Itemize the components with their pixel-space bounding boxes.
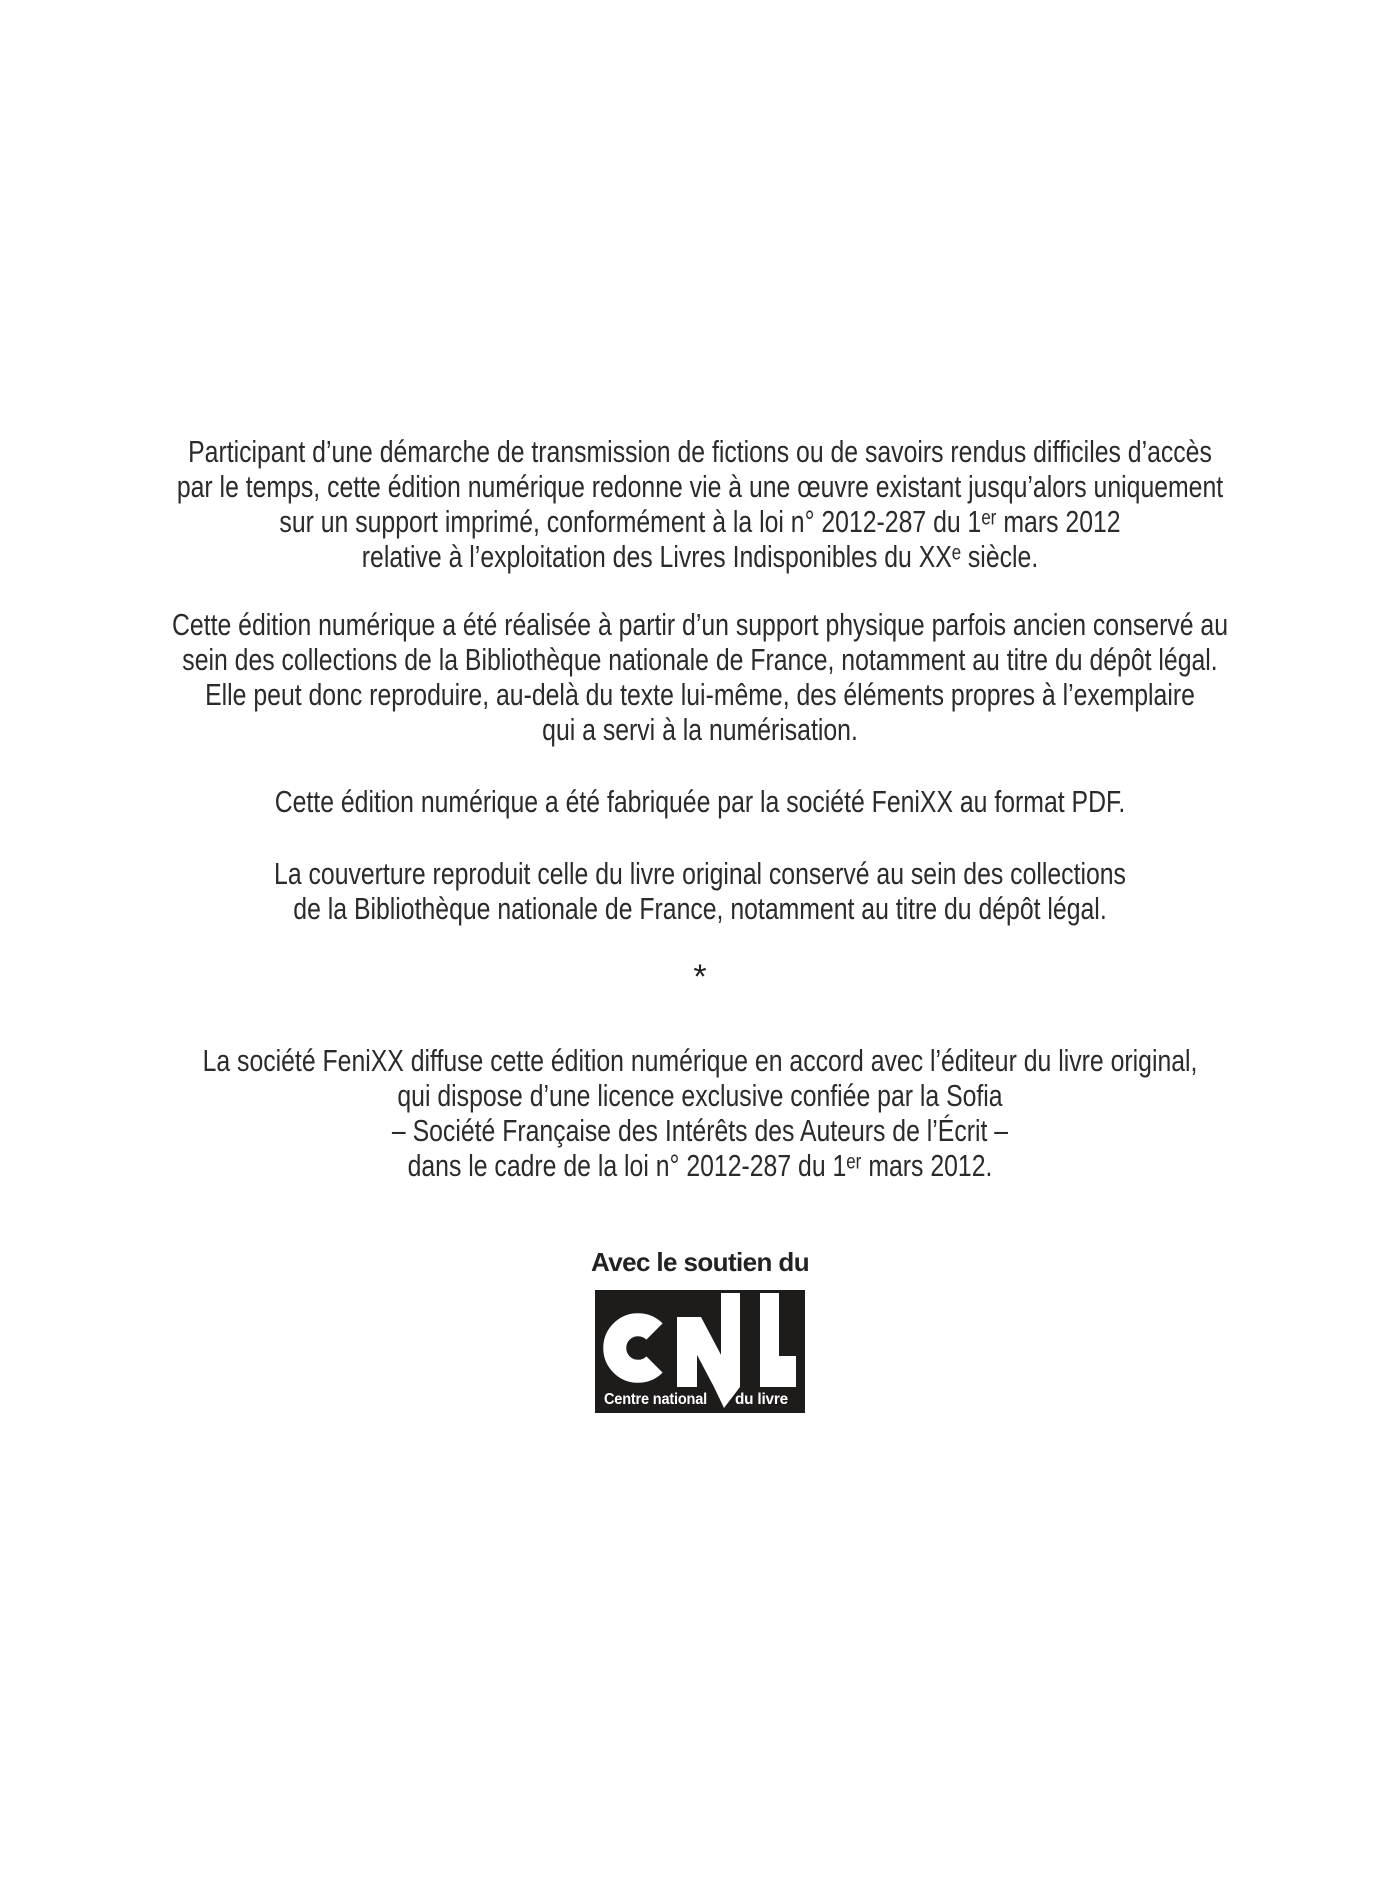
colophon-paragraph-4 [140, 856, 1260, 926]
text-line: Participant d’une démarche de transmission de fictions ou de savoirs rendus difficiles d’accès [188, 434, 1212, 469]
text-line: de la Bibliothèque nationale de France, notamment au titre du dépôt légal. [293, 891, 1107, 926]
text-line: qui dispose d’une licence exclusive confiée par la Sofia [397, 1078, 1003, 1113]
text-line: Cette édition numérique a été réalisée à partir d’un support physique parfois ancien conservé au [171, 607, 1229, 642]
cnl-logo-container [0, 1290, 1400, 1413]
logo-caption-left: Centre national [604, 1391, 707, 1408]
text-line: La couverture reproduit celle du livre original conservé au sein des collections [274, 856, 1126, 891]
text-line: dans le cadre de la loi n° 2012-287 du 1ᵉʳ mars 2012. [407, 1148, 993, 1183]
text-line: sein des collections de la Bibliothèque nationale de France, notamment au titre du dépôt légal. [182, 642, 1218, 677]
text-line: sur un support imprimé, conformément à la loi n° 2012-287 du 1ᵉʳ mars 2012 [279, 504, 1121, 539]
support-caption: Avec le soutien du [591, 1247, 809, 1277]
text-line: par le temps, cette édition numérique redonne vie à une œuvre existant jusqu’alors uniquement [176, 469, 1224, 504]
colophon-paragraph-3 [140, 784, 1260, 819]
colophon-paragraph-1 [140, 434, 1260, 574]
logo-caption-right: du livre [735, 1391, 789, 1408]
text-line: La société FeniXX diffuse cette édition numérique en accord avec l’éditeur du livre original, [202, 1043, 1198, 1078]
cnl-logo [595, 1290, 805, 1413]
colophon-paragraph-2 [140, 607, 1260, 747]
text-line: Elle peut donc reproduire, au-delà du texte lui-même, des éléments propres à l’exemplaire [205, 677, 1195, 712]
colophon-paragraph-5 [140, 1043, 1260, 1183]
text-line: – Société Française des Intérêts des Auteurs de l’Écrit – [391, 1113, 1009, 1148]
text-line: relative à l’exploitation des Livres Indisponibles du XXᵉ siècle. [361, 539, 1039, 574]
text-line: qui a servi à la numérisation. [542, 712, 858, 747]
text-line: Cette édition numérique a été fabriquée par la société FeniXX au format PDF. [274, 784, 1126, 819]
section-separator-asterisk: * [693, 958, 707, 996]
